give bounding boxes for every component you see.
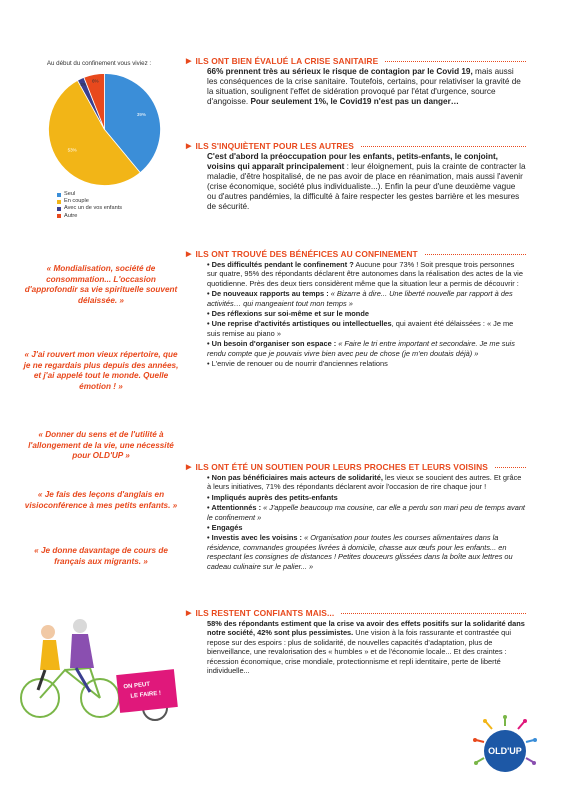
legend-swatch (57, 200, 61, 204)
triangle-arrow-icon: ▶ (186, 251, 192, 258)
section-heading: ▶ ILS S'INQUIÈTENT POUR LES AUTRES (186, 141, 526, 151)
section-heading: ▶ ILS ONT BIEN ÉVALUÉ LA CRISE SANITAIRE (186, 56, 526, 66)
pie-chart (47, 72, 162, 187)
legend-item (57, 191, 122, 198)
section-body: • Non pas bénéficiaires mais acteurs de solidarité, les vieux se soucient des autres. Et grâce à leurs initiatives, 71% des répondants déclarent avoir l'occasion de rire chaque jour ! • Impliqués auprès des petits-enfants • Attentionnés : « J'appelle beaucoup ma cousine, car elle a perdu son mari peu de temps avant le confinement » • Engagés • Investis avec les voisins : « Organisation pour toutes les courses alimentaires dans la résidence, commandes groupées livrées à domicile, chasse aux œufs pour les enfants... en respectant les consignes de distances ! Petites douceurs glissées dans la boîte aux lettres ou cadeau culinaire sur le palier... » (207, 473, 525, 571)
section-body: 66% prennent très au sérieux le risque de contagion par le Covid 19, mais aussi les conséquences de la crise sanitaire. Toutefois, certains, pour relativiser la gravité de la situation, soulignent l'effet de sidération provoqué par l'état d'urgence, source d'angoisse. Pour seulement 1%, le Covid19 n'est pas un danger… (207, 67, 521, 106)
quote-english: « Je fais des leçons d'anglais en visioconférence à mes petits enfants. » (24, 490, 178, 510)
legend-swatch (57, 207, 61, 211)
section-soutien (186, 462, 526, 571)
chart-title: Au début du confinement vous viviez : (46, 60, 152, 67)
triangle-arrow-icon: ▶ (186, 610, 192, 617)
sign-text-2: LE FAIRE ! (130, 690, 162, 700)
legend-label: Seul (64, 191, 76, 197)
section-confiants (186, 608, 526, 675)
triangle-arrow-icon: ▶ (186, 143, 192, 150)
triangle-arrow-icon: ▶ (186, 58, 192, 65)
legend-item (57, 213, 122, 220)
pie-label-3: 6% (92, 78, 99, 84)
tandem-illustration (10, 610, 180, 725)
section-heading: ▶ ILS RESTENT CONFIANTS MAIS... (186, 608, 526, 618)
section-crise-sanitaire (186, 56, 526, 107)
legend-label: Autre (64, 212, 78, 219)
legend-label: En couple (64, 198, 89, 205)
section-body: C'est d'abord la préoccupation pour les enfants, petits-enfants, le conjoint, voisins qui apparaît principalement : leur éloignement, puis la crainte de contracter la maladie, d'être hospitalisé, de ne pas avoir de place en réanimation, mais aussi l'avenir (crise économique, société plus individualiste...). Enfin la peur d'une deuxième vague ou d'autres pandémies, la difficulté à faire respecter les gestes barrière et les mesures de sécurité. (207, 152, 526, 211)
section-heading: ▶ ILS ONT ÉTÉ UN SOUTIEN POUR LEURS PROCHES ET LEURS VOISINS (186, 462, 526, 472)
pie-label-2: 2% (80, 82, 87, 88)
section-body: 58% des répondants estiment que la crise va avoir des effets positifs sur la solidarité dans notre société, 42% sont plus pessimistes. Une vision à la fois rassurante et contrastée qui repose sur des espoirs : plus de solidarité, de nouvelles capacités d'adaptation, plus de bienveillance, une revalorisation des « humbles » et de l'économie locale... Et des craintes : récession économique, crise mondiale, protectionnisme et repli identitaire, perte de liberté individuelle... (207, 619, 525, 676)
sign-text-1: ON PEUT (123, 681, 151, 691)
pie-label-0: 39% (136, 112, 146, 118)
triangle-arrow-icon: ▶ (186, 464, 192, 471)
oldup-logo (472, 714, 538, 780)
legend-label: Avec un de vos enfants (64, 205, 123, 212)
section-body: • Des difficultés pendant le confinement ? Aucune pour 73% ! Soit presque trois personnes sur quatre, 95% des répondants déclarent être autonomes dans la réalisation des actes de la vie quotidienne. Près des deux tiers considèrent même que la situation leur a permis de découvrir : • De nouveaux rapports au temps : « Bizarre à dire... Une liberté nouvelle par rapport à des activités… qui mangeaient tout mon temps » • Des réflexions sur soi-même et sur le monde • Une reprise d'activités artistiques ou intellectuelles, qui avaient été délaissées : « Je me suis remise au piano » • Un besoin d'organiser son espace : « Faire le tri entre important et secondaire. Je me suis rendu compte que je pouvais vivre bien avec peu de chose (je m'en doutais déjà) » • L'envie de renouer ou de nourrir d'anciennes relations (207, 260, 523, 369)
logo-text: OLD'UP (488, 746, 522, 756)
chart-legend (57, 191, 122, 220)
quote-repertoire: « J'ai rouvert mon vieux répertoire, que je ne regardais plus depuis des années, et j'ai appelé tout le monde. Quelle émotion ! » (23, 350, 179, 391)
legend-item (57, 205, 122, 212)
quote-oldup: « Donner du sens et de l'utilité à l'allongement de la vie, une nécessité pour OLD'UP » (28, 430, 174, 461)
pie-label-1: 53% (67, 147, 77, 153)
quote-french: « Je donne davantage de cours de français aux migrants. » (34, 546, 168, 566)
legend-item (57, 198, 122, 205)
quote-spirituality: « Mondialisation, société de consommation... L'occasion d'approfondir sa vie spirituelle souvent délaissée. » (24, 264, 178, 305)
legend-swatch (57, 214, 61, 218)
legend-swatch (57, 193, 61, 197)
section-heading: ▶ ILS ONT TROUVÉ DES BÉNÉFICES AU CONFINEMENT (186, 249, 526, 259)
section-benefices (186, 249, 526, 368)
section-inquietent (186, 141, 526, 212)
left-column (0, 0, 190, 800)
